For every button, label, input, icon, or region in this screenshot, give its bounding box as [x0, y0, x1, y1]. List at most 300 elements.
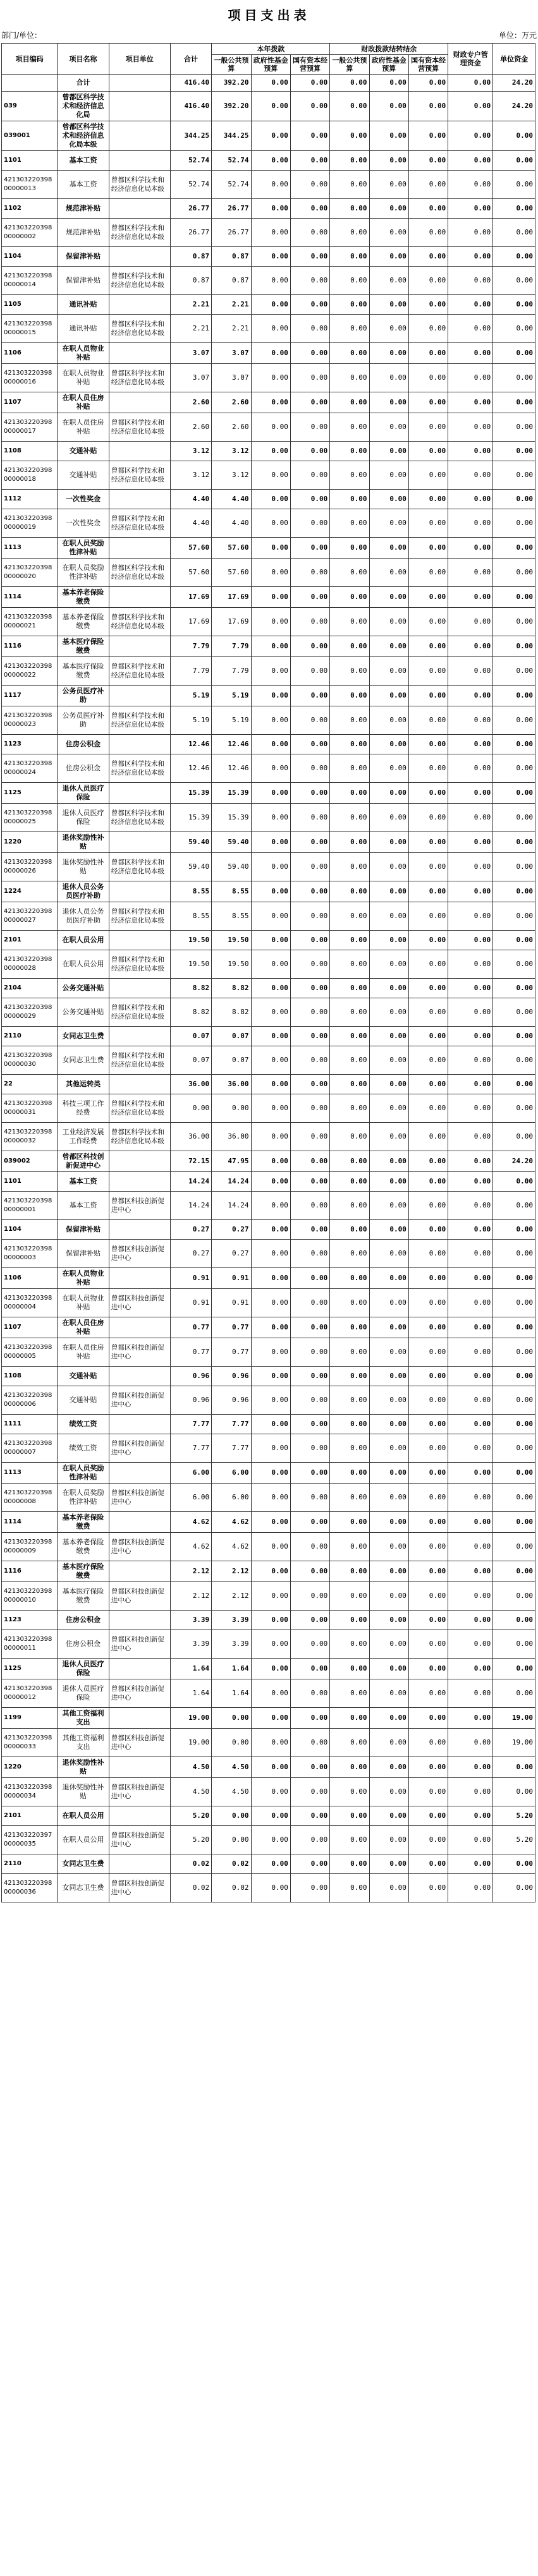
cell-amount: 0.00 — [448, 490, 493, 509]
cell-amount: 0.00 — [448, 392, 493, 413]
cell-amount: 0.00 — [493, 1582, 535, 1611]
table-body — [2, 75, 535, 1902]
cell-code: 1117 — [2, 686, 58, 706]
cell-amount: 0.00 — [369, 979, 408, 998]
cell-amount: 0.00 — [448, 315, 493, 343]
cell-amount: 0.00 — [408, 950, 448, 979]
cell-amount: 0.00 — [290, 804, 329, 832]
cell-amount: 0.00 — [330, 171, 369, 199]
cell-amount: 0.00 — [251, 1338, 290, 1367]
cell-amount: 0.00 — [290, 608, 329, 636]
cell-code: 1125 — [2, 1659, 58, 1679]
cell-amount: 1.64 — [170, 1679, 212, 1708]
table-row — [2, 1582, 535, 1611]
table-row — [2, 392, 535, 413]
cell-amount: 0.00 — [290, 881, 329, 902]
cell-amount: 0.00 — [290, 706, 329, 735]
cell-unit — [109, 1317, 170, 1338]
cell-amount: 0.00 — [408, 832, 448, 853]
cell-amount: 0.00 — [330, 121, 369, 151]
cell-code: 42130322039800000025 — [2, 804, 58, 832]
table-row — [2, 608, 535, 636]
cell-amount: 0.77 — [170, 1338, 212, 1367]
cell-unit: 曾都区科学技术和经济信息化局本级 — [109, 998, 170, 1027]
cell-amount: 0.00 — [290, 1874, 329, 1902]
cell-amount: 0.00 — [369, 783, 408, 804]
cell-amount: 0.00 — [251, 559, 290, 587]
cell-amount: 0.00 — [448, 1094, 493, 1123]
cell-amount: 0.00 — [290, 1415, 329, 1434]
cell-amount: 0.00 — [251, 1046, 290, 1075]
cell-amount: 5.20 — [493, 1806, 535, 1826]
cell-amount: 19.50 — [170, 950, 212, 979]
cell-unit: 曾都区科技创新促进中心 — [109, 1679, 170, 1708]
cell-amount: 57.60 — [170, 559, 212, 587]
cell-amount: 0.00 — [290, 247, 329, 267]
cell-amount: 0.00 — [251, 1806, 290, 1826]
cell-amount: 0.00 — [251, 686, 290, 706]
cell-amount: 59.40 — [170, 832, 212, 853]
cell-amount: 0.00 — [251, 950, 290, 979]
cell-amount: 0.00 — [408, 686, 448, 706]
cell-amount: 0.00 — [369, 1151, 408, 1172]
cell-amount: 2.12 — [212, 1582, 251, 1611]
cell-amount: 0.00 — [493, 1611, 535, 1630]
cell-name: 规范津补贴 — [58, 199, 109, 219]
cell-amount: 0.00 — [251, 1172, 290, 1192]
cell-amount: 0.00 — [251, 1561, 290, 1582]
cell-amount: 17.69 — [212, 587, 251, 608]
cell-amount: 0.00 — [448, 706, 493, 735]
cell-amount: 0.00 — [493, 902, 535, 931]
cell-amount: 0.00 — [493, 1512, 535, 1533]
table-row — [2, 1533, 535, 1561]
cell-amount: 0.00 — [408, 1046, 448, 1075]
cell-code: 1116 — [2, 636, 58, 657]
cell-amount: 0.00 — [408, 1434, 448, 1463]
cell-code: 1104 — [2, 1220, 58, 1240]
cell-amount: 19.00 — [170, 1708, 212, 1729]
table-row — [2, 1611, 535, 1630]
cell-amount: 0.27 — [212, 1240, 251, 1268]
cell-amount: 0.00 — [290, 1778, 329, 1806]
cell-name: 绩效工资 — [58, 1434, 109, 1463]
cell-amount: 0.00 — [493, 1268, 535, 1289]
cell-amount: 0.00 — [251, 490, 290, 509]
table-row — [2, 998, 535, 1027]
cell-amount: 0.00 — [290, 1826, 329, 1854]
cell-unit: 曾都区科技创新促进中心 — [109, 1289, 170, 1317]
table-row — [2, 1729, 535, 1757]
cell-amount: 0.00 — [330, 364, 369, 392]
cell-code: 42130322039700000035 — [2, 1826, 58, 1854]
cell-amount: 0.00 — [448, 931, 493, 950]
cell-amount: 0.00 — [290, 1075, 329, 1094]
cell-amount: 24.20 — [493, 1151, 535, 1172]
cell-unit: 曾都区科技创新促进中心 — [109, 1826, 170, 1854]
cell-amount: 2.12 — [212, 1561, 251, 1582]
cell-amount: 0.00 — [448, 754, 493, 783]
cell-amount: 17.69 — [212, 608, 251, 636]
cell-amount: 0.00 — [330, 1611, 369, 1630]
cell-amount: 0.00 — [330, 832, 369, 853]
cell-name: 女同志卫生费 — [58, 1046, 109, 1075]
cell-amount: 0.00 — [251, 364, 290, 392]
cell-amount: 0.00 — [408, 343, 448, 364]
cell-amount: 19.00 — [493, 1708, 535, 1729]
cell-amount: 0.00 — [330, 75, 369, 92]
cell-code: 42130322039800000005 — [2, 1338, 58, 1367]
cell-name: 其他工资福利支出 — [58, 1729, 109, 1757]
cell-amount: 0.00 — [369, 636, 408, 657]
cell-code: 1111 — [2, 1415, 58, 1434]
cell-unit: 曾都区科技创新促进中心 — [109, 1874, 170, 1902]
cell-unit: 曾都区科技创新促进中心 — [109, 1484, 170, 1512]
cell-amount: 0.00 — [493, 1854, 535, 1874]
cell-amount: 0.00 — [290, 267, 329, 295]
cell-amount: 0.00 — [251, 1778, 290, 1806]
cell-amount: 0.00 — [369, 1806, 408, 1826]
cell-amount: 0.00 — [290, 979, 329, 998]
cell-amount: 0.00 — [369, 1192, 408, 1220]
table-row — [2, 1415, 535, 1434]
cell-code: 42130322039800000023 — [2, 706, 58, 735]
cell-amount: 15.39 — [170, 804, 212, 832]
cell-name: 合计 — [58, 75, 109, 92]
cell-name: 保留津补贴 — [58, 247, 109, 267]
table-row — [2, 881, 535, 902]
cell-amount: 6.00 — [212, 1463, 251, 1484]
cell-amount: 0.00 — [251, 267, 290, 295]
cell-amount: 2.21 — [212, 295, 251, 315]
cell-name: 在职人员住房补贴 — [58, 1338, 109, 1367]
cell-amount: 0.00 — [448, 1289, 493, 1317]
table-row — [2, 267, 535, 295]
cell-amount: 0.00 — [330, 1679, 369, 1708]
cell-amount: 0.87 — [212, 247, 251, 267]
cell-unit: 曾都区科学技术和经济信息化局本级 — [109, 608, 170, 636]
cell-amount: 0.00 — [330, 247, 369, 267]
cell-amount: 0.00 — [369, 1512, 408, 1533]
cell-amount: 0.00 — [330, 636, 369, 657]
table-row — [2, 490, 535, 509]
cell-amount: 0.00 — [448, 998, 493, 1027]
cell-name: 在职人员奖励性津补贴 — [58, 538, 109, 559]
cell-amount: 0.00 — [448, 1561, 493, 1582]
cell-amount: 0.00 — [290, 686, 329, 706]
cell-amount: 5.19 — [170, 686, 212, 706]
cell-code: 42130322039800000001 — [2, 1192, 58, 1220]
cell-amount: 0.00 — [369, 1729, 408, 1757]
cell-amount: 0.00 — [408, 490, 448, 509]
cell-amount: 0.00 — [251, 931, 290, 950]
cell-amount: 0.00 — [408, 295, 448, 315]
cell-amount: 0.00 — [290, 1463, 329, 1484]
cell-amount: 8.82 — [170, 979, 212, 998]
cell-amount: 26.77 — [170, 219, 212, 247]
cell-amount: 0.00 — [493, 1874, 535, 1902]
cell-amount: 0.00 — [330, 509, 369, 538]
cell-amount: 26.77 — [212, 219, 251, 247]
cell-amount: 0.00 — [408, 267, 448, 295]
cell-amount: 416.40 — [170, 92, 212, 121]
cell-amount: 0.00 — [448, 832, 493, 853]
dept-label: 部门/单位： — [1, 31, 42, 40]
table-row — [2, 1806, 535, 1826]
cell-name: 通讯补贴 — [58, 315, 109, 343]
cell-amount: 0.00 — [408, 442, 448, 461]
table-row — [2, 92, 535, 121]
cell-unit: 曾都区科学技术和经济信息化局本级 — [109, 509, 170, 538]
cell-code: 42130322039800000017 — [2, 413, 58, 442]
cell-code: 42130322039800000022 — [2, 657, 58, 686]
cell-amount: 0.00 — [330, 1757, 369, 1778]
cell-name: 曾都区科技创新促进中心 — [58, 1151, 109, 1172]
cell-unit: 曾都区科学技术和经济信息化局本级 — [109, 902, 170, 931]
table-row — [2, 1094, 535, 1123]
cell-name: 基本医疗保险缴费 — [58, 1561, 109, 1582]
cell-amount: 0.00 — [408, 1512, 448, 1533]
table-row — [2, 1708, 535, 1729]
cell-amount: 0.00 — [212, 1708, 251, 1729]
table-row — [2, 1434, 535, 1463]
cell-amount: 0.00 — [448, 538, 493, 559]
table-row — [2, 1826, 535, 1854]
cell-name: 女同志卫生费 — [58, 1854, 109, 1874]
cell-amount: 0.00 — [290, 783, 329, 804]
expenditure-table — [1, 43, 535, 1902]
cell-amount: 0.00 — [251, 1484, 290, 1512]
cell-amount: 19.00 — [493, 1729, 535, 1757]
cell-amount: 0.00 — [493, 1630, 535, 1659]
cell-name: 基本工资 — [58, 151, 109, 171]
cell-amount: 0.00 — [493, 1094, 535, 1123]
cell-amount: 0.00 — [448, 171, 493, 199]
cell-amount: 0.00 — [408, 1094, 448, 1123]
cell-amount: 0.00 — [251, 979, 290, 998]
cell-amount: 0.00 — [251, 1123, 290, 1151]
cell-unit: 曾都区科技创新促进中心 — [109, 1729, 170, 1757]
cell-amount: 0.00 — [408, 998, 448, 1027]
cell-amount: 0.00 — [251, 1611, 290, 1630]
cell-amount: 0.00 — [408, 1561, 448, 1582]
cell-unit — [109, 1611, 170, 1630]
cell-amount: 0.00 — [330, 1484, 369, 1512]
cell-unit — [109, 1806, 170, 1826]
cell-amount: 0.00 — [330, 1151, 369, 1172]
cell-amount: 0.00 — [330, 754, 369, 783]
header-group-current: 本年拨款 — [212, 44, 330, 55]
cell-amount: 0.00 — [251, 902, 290, 931]
cell-amount: 0.00 — [290, 832, 329, 853]
cell-amount: 0.00 — [330, 219, 369, 247]
cell-amount: 0.00 — [369, 1415, 408, 1434]
cell-code: 1220 — [2, 832, 58, 853]
cell-amount: 5.20 — [170, 1806, 212, 1826]
cell-amount: 0.00 — [330, 151, 369, 171]
cell-amount: 0.00 — [408, 706, 448, 735]
cell-code: 42130322039800000032 — [2, 1123, 58, 1151]
cell-amount: 392.20 — [212, 75, 251, 92]
cell-amount: 12.46 — [212, 735, 251, 754]
cell-amount: 15.39 — [170, 783, 212, 804]
cell-amount: 0.00 — [369, 950, 408, 979]
cell-amount: 26.77 — [212, 199, 251, 219]
cell-amount: 47.95 — [212, 1151, 251, 1172]
cell-amount: 0.00 — [448, 1757, 493, 1778]
table-row — [2, 853, 535, 881]
table-row — [2, 1289, 535, 1317]
cell-amount: 0.00 — [330, 657, 369, 686]
cell-amount: 0.00 — [251, 1434, 290, 1463]
cell-amount: 0.00 — [493, 881, 535, 902]
cell-amount: 0.00 — [330, 902, 369, 931]
cell-code: 1106 — [2, 343, 58, 364]
cell-amount: 0.91 — [212, 1268, 251, 1289]
cell-amount: 0.00 — [448, 1533, 493, 1561]
cell-code: 42130322039800000016 — [2, 364, 58, 392]
cell-name: 公务员医疗补助 — [58, 686, 109, 706]
cell-unit: 曾都区科技创新促进中心 — [109, 1630, 170, 1659]
cell-name: 其他运转类 — [58, 1075, 109, 1094]
cell-name: 在职人员住房补贴 — [58, 413, 109, 442]
cell-code: 42130322039800000026 — [2, 853, 58, 881]
cell-amount: 0.00 — [448, 151, 493, 171]
cell-amount: 0.00 — [448, 247, 493, 267]
cell-amount: 0.00 — [493, 295, 535, 315]
cell-name: 在职人员公用 — [58, 1806, 109, 1826]
cell-amount: 0.00 — [408, 1582, 448, 1611]
cell-unit — [109, 199, 170, 219]
cell-amount: 0.00 — [408, 657, 448, 686]
cell-amount: 0.00 — [448, 1338, 493, 1367]
cell-name: 曾都区科学技术和经济信息化局 — [58, 92, 109, 121]
cell-amount: 0.00 — [330, 881, 369, 902]
cell-amount: 0.00 — [493, 171, 535, 199]
cell-amount: 0.00 — [251, 881, 290, 902]
table-row — [2, 442, 535, 461]
cell-amount: 0.00 — [448, 199, 493, 219]
cell-code: 1101 — [2, 1172, 58, 1192]
cell-name: 退休人员公务员医疗补助 — [58, 902, 109, 931]
cell-code: 1104 — [2, 247, 58, 267]
cell-amount: 0.00 — [290, 442, 329, 461]
cell-amount: 8.55 — [212, 881, 251, 902]
cell-amount: 0.00 — [448, 1611, 493, 1630]
cell-amount: 0.00 — [448, 1826, 493, 1854]
cell-name: 基本工资 — [58, 171, 109, 199]
cell-name: 退休人员医疗保险 — [58, 1659, 109, 1679]
cell-name: 在职人员公用 — [58, 950, 109, 979]
cell-unit — [109, 1757, 170, 1778]
cell-code — [2, 75, 58, 92]
cell-name: 在职人员物业补贴 — [58, 1268, 109, 1289]
cell-amount: 0.00 — [330, 1094, 369, 1123]
cell-amount: 0.00 — [448, 219, 493, 247]
cell-amount: 0.00 — [290, 199, 329, 219]
cell-name: 基本养老保险缴费 — [58, 608, 109, 636]
cell-amount: 0.02 — [170, 1854, 212, 1874]
cell-amount: 0.00 — [251, 1240, 290, 1268]
cell-name: 女同志卫生费 — [58, 1027, 109, 1046]
cell-amount: 0.00 — [448, 1630, 493, 1659]
cell-amount: 0.00 — [330, 1027, 369, 1046]
cell-amount: 4.62 — [212, 1512, 251, 1533]
report-meta — [0, 30, 538, 43]
cell-amount: 7.79 — [170, 657, 212, 686]
cell-unit: 曾都区科学技术和经济信息化局本级 — [109, 754, 170, 783]
cell-amount: 0.00 — [408, 315, 448, 343]
cell-amount: 0.00 — [448, 686, 493, 706]
cell-amount: 4.62 — [170, 1533, 212, 1561]
cell-amount: 7.77 — [212, 1434, 251, 1463]
cell-amount: 0.00 — [290, 1757, 329, 1778]
cell-code: 42130322039800000004 — [2, 1289, 58, 1317]
cell-code: 42130322039800000018 — [2, 461, 58, 490]
cell-amount: 0.00 — [290, 121, 329, 151]
cell-unit — [109, 1561, 170, 1582]
cell-amount: 3.39 — [170, 1611, 212, 1630]
cell-amount: 0.00 — [369, 735, 408, 754]
cell-amount: 1.64 — [212, 1659, 251, 1679]
cell-unit: 曾都区科技创新促进中心 — [109, 1434, 170, 1463]
cell-code: 1107 — [2, 392, 58, 413]
cell-amount: 0.00 — [330, 979, 369, 998]
cell-amount: 0.00 — [408, 1611, 448, 1630]
table-row — [2, 1317, 535, 1338]
cell-amount: 0.00 — [369, 1220, 408, 1240]
cell-amount: 0.00 — [493, 315, 535, 343]
cell-amount: 72.15 — [170, 1151, 212, 1172]
cell-amount: 2.21 — [170, 295, 212, 315]
cell-amount: 0.00 — [290, 1582, 329, 1611]
cell-amount: 0.00 — [493, 1434, 535, 1463]
cell-amount: 0.96 — [170, 1367, 212, 1386]
cell-amount: 0.00 — [330, 343, 369, 364]
table-row — [2, 979, 535, 998]
cell-amount: 24.20 — [493, 75, 535, 92]
cell-amount: 0.00 — [290, 998, 329, 1027]
cell-amount: 0.00 — [290, 636, 329, 657]
cell-code: 22 — [2, 1075, 58, 1094]
cell-amount: 0.00 — [493, 998, 535, 1027]
table-row — [2, 171, 535, 199]
cell-amount: 0.00 — [369, 219, 408, 247]
cell-amount: 0.00 — [251, 392, 290, 413]
cell-amount: 0.00 — [369, 1826, 408, 1854]
cell-amount: 0.00 — [493, 950, 535, 979]
cell-amount: 36.00 — [212, 1075, 251, 1094]
cell-amount: 0.00 — [369, 343, 408, 364]
cell-unit — [109, 931, 170, 950]
table-row — [2, 1367, 535, 1386]
cell-name: 基本工资 — [58, 1192, 109, 1220]
table-row — [2, 315, 535, 343]
cell-amount: 0.00 — [251, 247, 290, 267]
cell-amount: 0.00 — [369, 1123, 408, 1151]
cell-unit — [109, 490, 170, 509]
cell-amount: 2.21 — [170, 315, 212, 343]
cell-amount: 0.00 — [369, 881, 408, 902]
cell-amount: 0.00 — [493, 1027, 535, 1046]
cell-name: 交通补贴 — [58, 442, 109, 461]
cell-amount: 0.00 — [290, 1220, 329, 1240]
cell-amount: 3.39 — [170, 1630, 212, 1659]
cell-amount: 0.00 — [448, 1075, 493, 1094]
cell-amount: 0.00 — [369, 295, 408, 315]
cell-amount: 0.00 — [448, 902, 493, 931]
cell-amount: 0.00 — [493, 364, 535, 392]
